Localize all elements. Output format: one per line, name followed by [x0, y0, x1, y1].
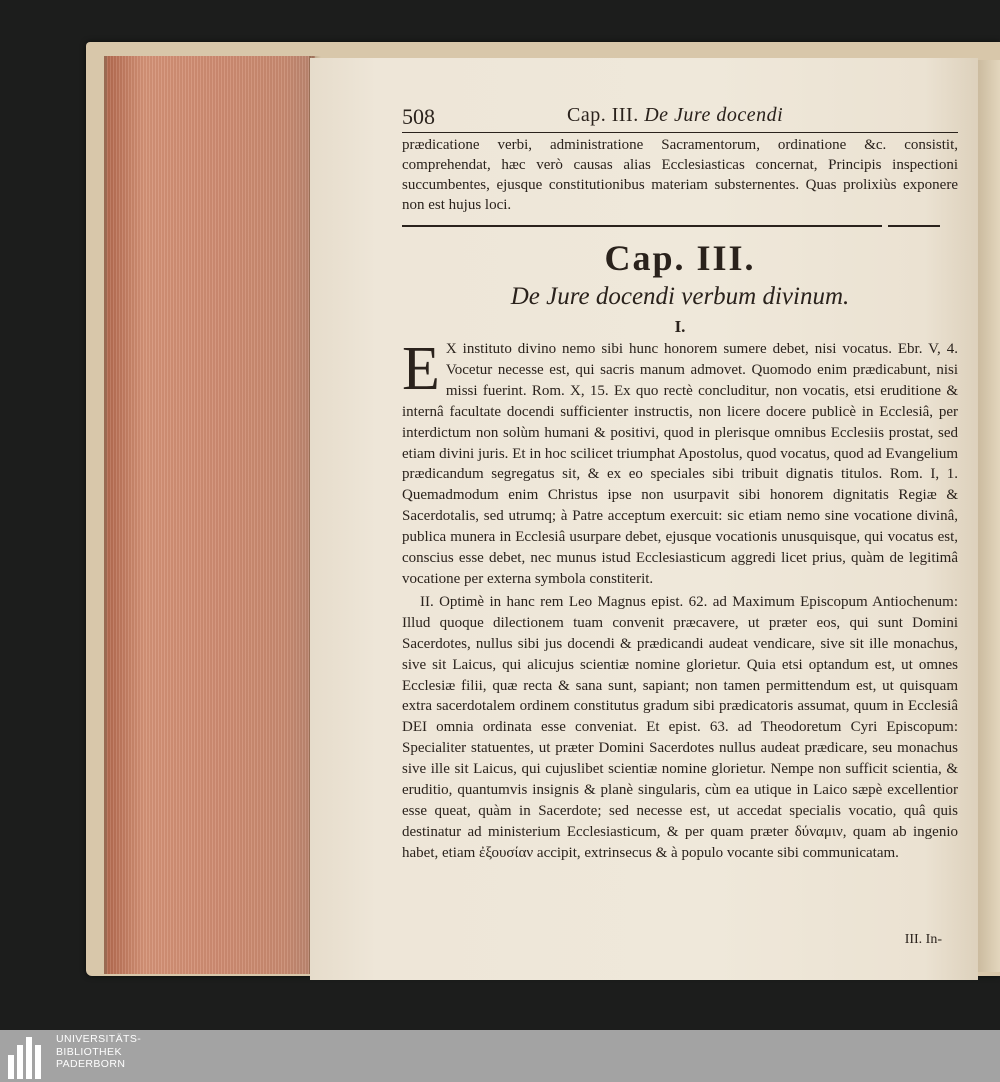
running-title-chapter: Cap. III.	[567, 104, 639, 126]
library-name	[56, 1033, 141, 1071]
running-head	[402, 100, 958, 130]
header-rule	[402, 132, 958, 133]
page-text	[402, 100, 958, 864]
page-number: 508	[402, 104, 435, 129]
paragraph-1-text: X instituto divino nemo sibi hunc honorem sumere debet, nisi vocatus. Ebr. V, 4. Vocetur necesse est, qui sacris manum admovet. Quomodo enim prædicabunt, nisi missi fuerint. Rom. X, 15. Ex quo rectè concluditur, non vocatis, etsi eruditione & internâ facultate docendi sufficienter instructis, non licere docere publicè in Ecclesiâ, per interdictum non solùm humani & positivi, quod in plerisque omnibus Ecclesiis prostat, sed etiam divini juris. Et in hoc scilicet triumphat Apostolus, quod vocatus, quod ad Evangelium prædicandum segregatus sit, & ex eo speciales sibi tribuit dignatis titulos. Rom. I, 1. Quemadmodum enim Christus ipse non usurpavit sibi honorem dignitatis Regiæ & Sacerdotalis, sed utrumq; à Patre acceptum exercuit: sic etiam nemo sine vocatione divinâ, publica munera in Ecclesiâ usurpare debet, ejusque vocationis unusquisque, qui vocatus est, conscius esse debet, nec munus istud Ecclesiasticum aggredi licet prius, quàm de legitimâ vocatione per externa symbola constiterit.	[402, 341, 958, 587]
running-title-subject: De Jure docendi	[644, 104, 784, 126]
chapter-divider	[402, 225, 958, 227]
catchword: III. In-	[904, 932, 942, 947]
running-title	[567, 104, 783, 127]
page-edges	[104, 56, 315, 974]
continuation-paragraph: prædicatione verbi, administratione Sacramentorum, ordinatione &c. consistit, comprehendat, hæc verò causas alias Ecclesiasticas concernat, Principis inspectioni succumbentes, ejusque constitutionibus materiam substernentes. Quas prolixiùs exponere non est hujus loci.	[402, 137, 958, 213]
chapter-heading: Cap. III.	[604, 238, 756, 278]
library-footer	[0, 1030, 1000, 1082]
paragraph-1	[402, 335, 958, 590]
section-number: I.	[674, 317, 686, 336]
library-name-line2: BIBLIOTHEK	[56, 1045, 122, 1058]
library-name-line3: PADERBORN	[56, 1058, 126, 1070]
drop-cap: E	[402, 335, 440, 403]
book-right-edge	[978, 60, 1000, 972]
paragraph-2: II. Optimè in hanc rem Leo Magnus epist. 62. ad Maximum Episcopum Antiochenum: Illud quoque dilectionem tuam convenit præcavere, ut præter eos, qui sunt Domini Sacerdotes, nullus sibi jus docendi & prædicandi audeat vendicare, sive sit ille monachus, sive sit Laicus, qui alicujus scientiæ nomine glorietur. Quia etsi optandum est, ut omnes Ecclesiæ filii, quæ recta & sana sunt, sapiant; non tamen permittendum est, ut quisquam extra sacerdotalem ordinem constitutus gradum sibi prædicatoris assumat, quum in Ecclesiâ DEI omnia ordinata esse conveniat. Et epist. 63. ad Theodoretum Cyri Episcopum: Specialiter statuentes, ut præter Domini Sacerdotes nullus audeat prædicare, seu monachus sive ille sit Laicus, qui cujuslibet scientiæ nomine glorietur. Nempe non sufficit scientia, & eruditio, quantumvis insignis & planè singularis, cùm ea utique in Laico sæpè excellentior esse queat, quàm in Sacerdote; sed necesse est, ut accedat specialis vocatio, quâ quis destinatur ad ministerium Ecclesiasticum, & per quam præter δύναμιν, quam ab ingenio habet, etiam ἐξουσίαν accipit, extrinsecus & à populo vocante sibi communicatam.	[402, 593, 958, 861]
chapter-subtitle: De Jure docendi verbum divinum.	[510, 283, 850, 310]
library-name-line1: UNIVERSITÄTS-	[56, 1033, 142, 1045]
library-logo-icon	[8, 1033, 52, 1079]
